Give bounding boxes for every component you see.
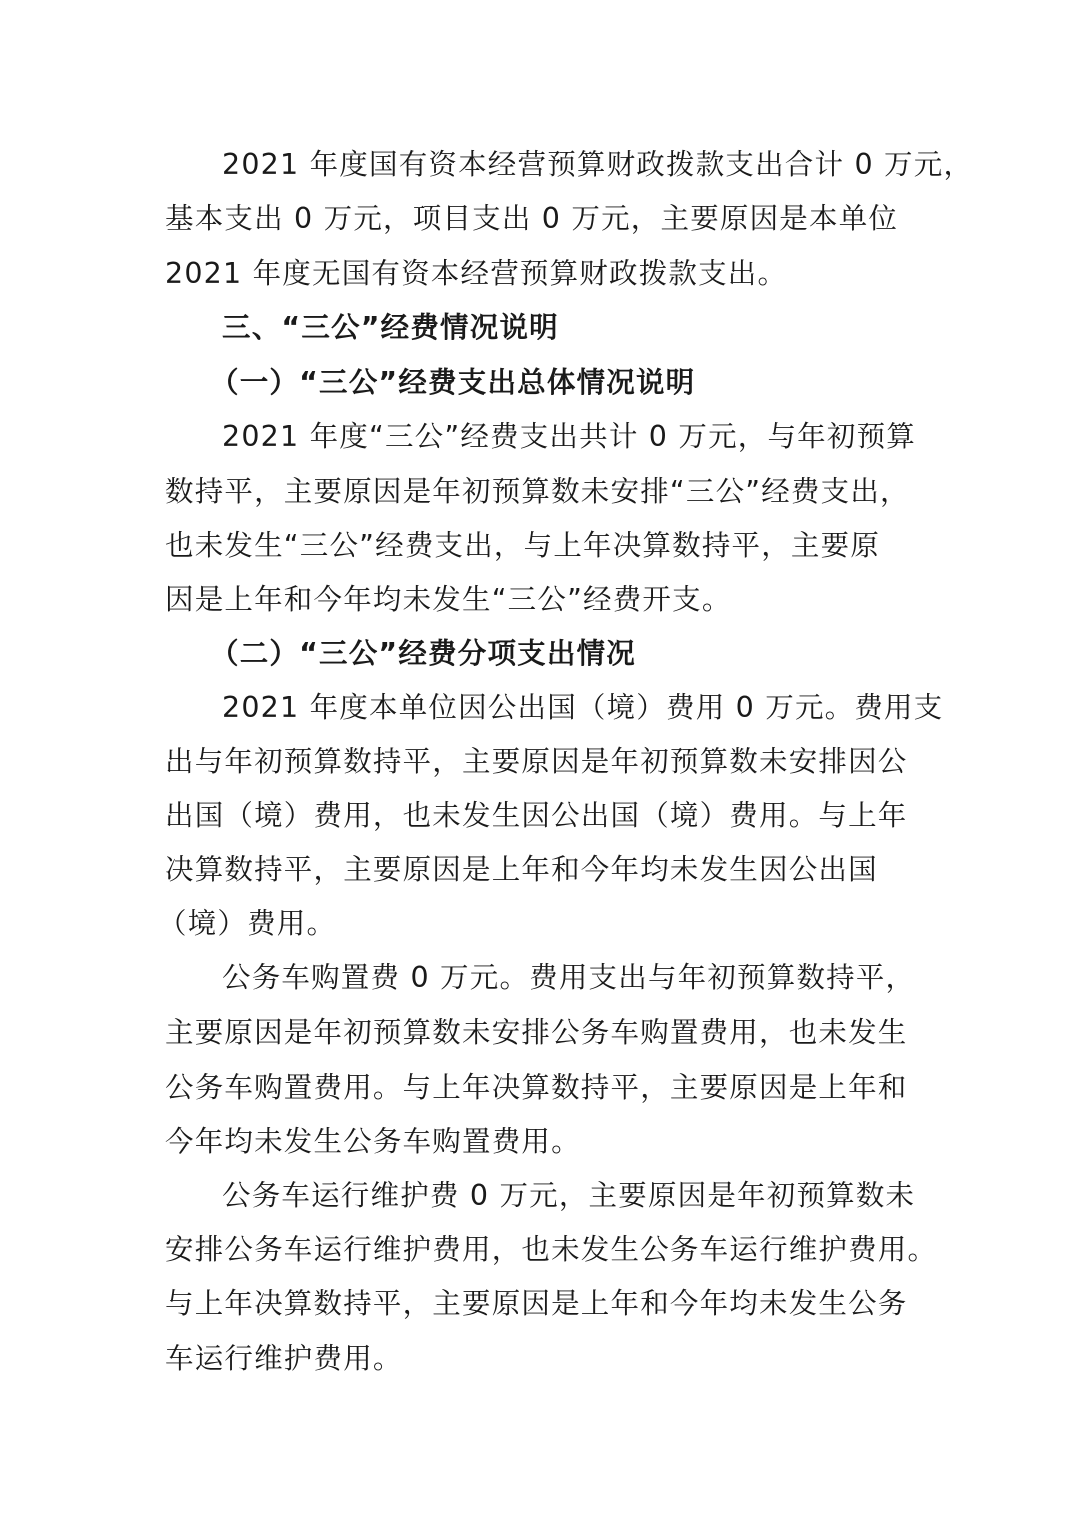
subsection-heading: （一）“三公”经费支出总体情况说明	[210, 366, 696, 399]
body-text-line: 基本支出 0 万元，项目支出 0 万元，主要原因是本单位	[165, 202, 899, 235]
body-text-line: 出与年初预算数持平，主要原因是年初预算数未安排因公	[165, 745, 908, 778]
body-text-line: 公务车购置费 0 万元。费用支出与年初预算数持平，	[222, 961, 916, 994]
body-text-line: 安排公务车运行维护费用，也未发生公务车运行维护费用。	[165, 1233, 938, 1266]
body-text-line: 2021 年度“三公”经费支出共计 0 万元，与年初预算	[222, 420, 916, 453]
body-text-line: 车运行维护费用。	[165, 1342, 403, 1375]
subsection-heading: （二）“三公”经费分项支出情况	[210, 637, 636, 670]
body-text-line: 主要原因是年初预算数未安排公务车购置费用，也未发生	[165, 1016, 908, 1049]
body-text-line: 决算数持平，主要原因是上年和今年均未发生因公出国	[165, 853, 878, 886]
body-text-line: 公务车购置费用。与上年决算数持平，主要原因是上年和	[165, 1071, 908, 1104]
section-heading: 三、“三公”经费情况说明	[222, 311, 559, 344]
body-text-line: 因是上年和今年均未发生“三公”经费开支。	[165, 583, 732, 616]
body-text-line: 出国（境）费用，也未发生因公出国（境）费用。与上年	[165, 799, 908, 832]
body-text-line: 2021 年度无国有资本经营预算财政拨款支出。	[165, 257, 788, 290]
body-text-line: （境）费用。	[158, 907, 337, 940]
body-text-line: 也未发生“三公”经费支出，与上年决算数持平，主要原	[165, 529, 881, 562]
body-text-line: 公务车运行维护费 0 万元，主要原因是年初预算数未	[222, 1179, 916, 1212]
body-text-line: 2021 年度本单位因公出国（境）费用 0 万元。费用支	[222, 691, 944, 724]
body-text-line: 数持平，主要原因是年初预算数未安排“三公”经费支出，	[165, 475, 910, 508]
body-text-line: 今年均未发生公务车购置费用。	[165, 1125, 581, 1158]
body-text-line: 2021 年度国有资本经营预算财政拨款支出合计 0 万元，	[222, 148, 974, 181]
body-text-line: 与上年决算数持平，主要原因是上年和今年均未发生公务	[165, 1287, 908, 1320]
